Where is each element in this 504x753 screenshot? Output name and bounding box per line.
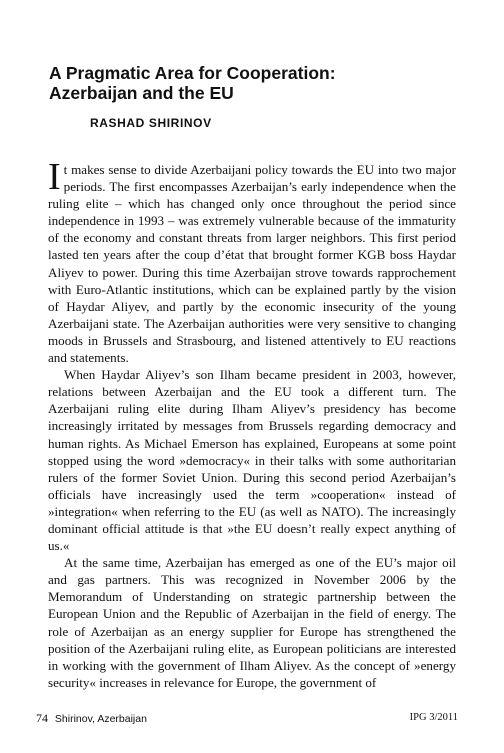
body-paragraph-1-text: t makes sense to divide Azerbaijani policy towards the EU into two major periods. The first encompasses Azerbaijan’s early independence when the ruling elite – which has changed only once throughout the period since independence in 1993 – was extremely vulnerable because of the immaturity of the economy and constant threats from larger neighbors. This first period lasted ten years after the coup d’état that brought former KGB boss Haydar Aliyev to power. During this time Azerbaijan strove towards rapprochement with Euro-Atlantic institutions, which can be explained partly by the vision of Haydar Aliyev, and partly by the economic insecurity of the young Azerbaijani state. The Azerbaijan authorities were very sensitive to changing moods in Brussels and Strasbourg, and listened attentively to EU reactions and statements.: [48, 162, 456, 366]
footer-left: [36, 711, 147, 726]
article-title-line2: Azerbaijan and the EU: [49, 83, 234, 103]
page-number: 74: [36, 711, 48, 725]
article-body: [48, 156, 456, 691]
article-author: RASHAD SHIRINOV: [90, 116, 212, 130]
running-head: Shirinov, Azerbaijan: [54, 713, 147, 725]
drop-cap: I: [48, 156, 61, 198]
body-paragraph-2: When Haydar Aliyev’s son Ilham became president in 2003, however, relations between Azerbaijan and the EU took a different turn. The Azerbaijani ruling elite during Ilham Aliyev’s presidency has become increasingly irritated by messages from Brussels regarding democracy and human rights. As Michael Emerson has explained, Europeans at some point stopped using the word »democracy« in their talks with some authoritarian rulers of the former Soviet Union. During this second period Azerbaijan’s officials have increasingly used the term »cooperation« instead of »integration« when referring to the EU (as well as NATO). The increasingly dominant official attitude is that »the EU doesn’t really expect anything of us.«: [48, 367, 456, 554]
journal-issue: IPG 3/2011: [409, 712, 458, 723]
body-paragraph-3: At the same time, Azerbaijan has emerged as one of the EU’s major oil and gas partners. This was recognized in November 2006 by the Memorandum of Understanding on strategic partnership between the European Union and the Republic of Azerbaijan in the field of energy. The role of Azerbaijan as an energy supplier for Europe has strengthened the position of the Azerbaijani ruling elite, as European politicians are interested in working with the government of Ilham Aliyev. As the concept of »energy security« increases in relevance for Europe, the government of: [48, 555, 456, 690]
article-title-line1: A Pragmatic Area for Cooperation:: [49, 63, 336, 83]
body-paragraph-1: [48, 156, 456, 366]
article-title: [49, 63, 469, 103]
